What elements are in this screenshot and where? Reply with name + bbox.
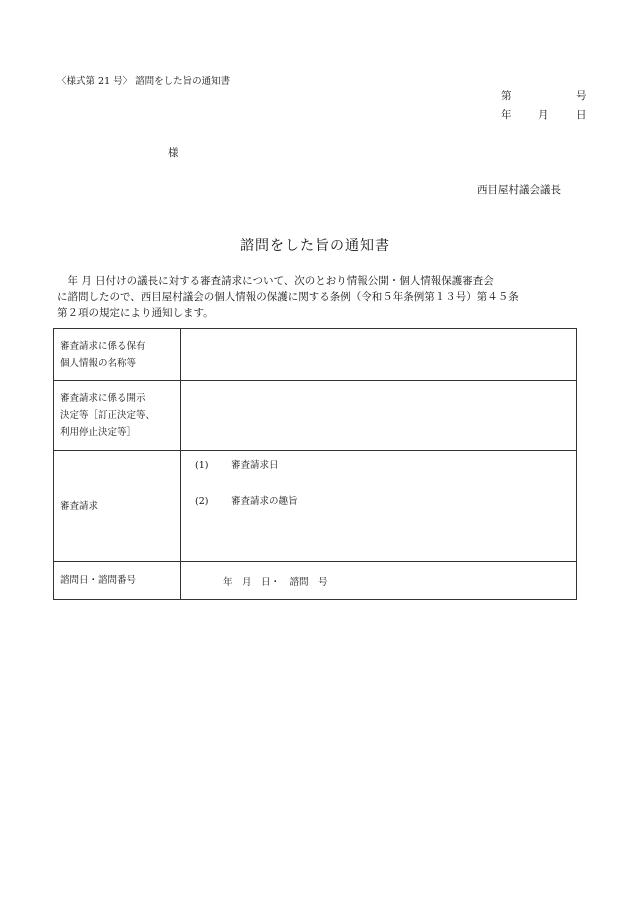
label-line: 審査請求に係る保有 <box>60 340 146 352</box>
item-number: (2) <box>195 496 209 507</box>
table-row <box>54 381 577 451</box>
label-consultation-date-number: 諮問日・諮問番号 <box>54 562 181 600</box>
review-request-item <box>195 457 279 471</box>
reference-number-prefix: 第 <box>501 90 512 102</box>
table-row <box>54 451 577 562</box>
label-line: 決定等［訂正決定等、 <box>60 410 156 421</box>
label-held-personal-info <box>54 329 181 381</box>
body-line-3: 第２項の規定により通知します。 <box>57 307 214 319</box>
document-title: 諮問をした旨の通知書 <box>240 238 390 254</box>
item-number: (1) <box>195 460 209 471</box>
value-consultation-date-number: 年 月 日・ 諮問 号 <box>181 562 577 600</box>
request-details-table <box>53 328 577 600</box>
body-paragraph <box>57 273 577 321</box>
date-month: 月 <box>538 109 549 121</box>
item-text: 審査請求日 <box>231 460 279 471</box>
table-row <box>54 329 577 381</box>
body-line-1: 年 月 日付けの議長に対する審査請求について、次のとおり情報公開・個人情報保護審査会 <box>57 275 494 287</box>
value-disclosure-decision <box>181 381 577 451</box>
value-held-personal-info <box>181 329 577 381</box>
label-line: 個人情報の名称等 <box>60 357 137 369</box>
body-line-2: に諮問したので、西目屋村議会の個人情報の保護に関する条例（令和５年条例第１３号）第４５条 <box>57 291 519 303</box>
label-line: 利用停止決定等］ <box>60 427 137 438</box>
label-disclosure-decision <box>54 381 181 451</box>
addressee-suffix: 様 <box>168 147 179 159</box>
label-review-request: 審査請求 <box>54 451 181 562</box>
value-review-request <box>181 451 577 562</box>
item-text: 審査請求の趣旨 <box>231 496 298 507</box>
table-row <box>54 562 577 600</box>
form-number-label: 〈様式第 21 号〉 諮問をした旨の通知書 <box>57 76 231 87</box>
reference-number-suffix: 号 <box>576 90 587 102</box>
date-day: 日 <box>576 109 587 121</box>
sender-name: 西目屋村議会議長 <box>477 184 561 196</box>
date-year: 年 <box>501 109 512 121</box>
label-line: 審査請求に係る開示 <box>60 393 146 404</box>
review-request-item <box>195 493 298 507</box>
